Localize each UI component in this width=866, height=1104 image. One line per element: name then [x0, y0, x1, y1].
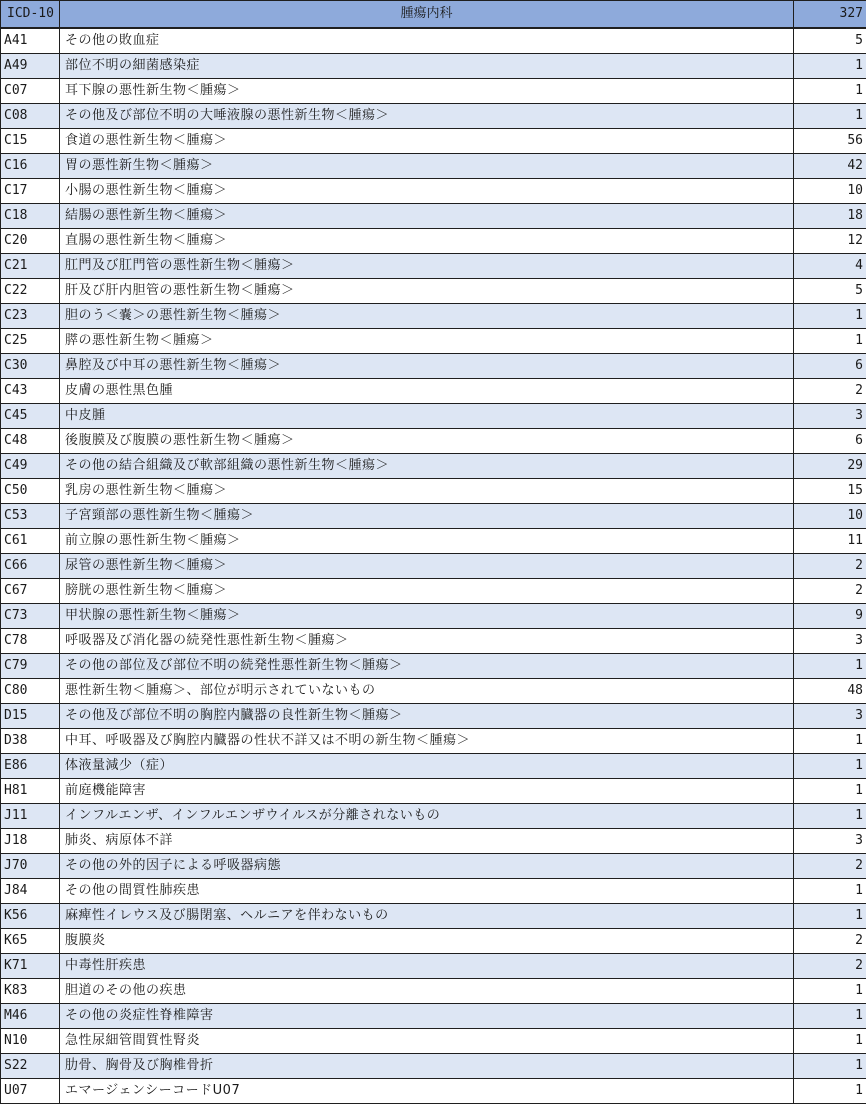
count-cell[interactable]: 2: [794, 579, 866, 604]
header-row: [1, 1, 866, 29]
count-cell[interactable]: 5: [794, 279, 866, 304]
name-cell[interactable]: 食道の悪性新生物＜腫瘍＞: [60, 129, 794, 154]
table-row: [1, 1029, 866, 1054]
name-cell[interactable]: 結腸の悪性新生物＜腫瘍＞: [60, 204, 794, 229]
name-cell[interactable]: 小腸の悪性新生物＜腫瘍＞: [60, 179, 794, 204]
count-cell[interactable]: 1: [794, 54, 866, 79]
table-row: [1, 729, 866, 754]
table-row: [1, 304, 866, 329]
table-row: [1, 529, 866, 554]
count-cell[interactable]: 42: [794, 154, 866, 179]
code-cell[interactable]: C20: [1, 229, 60, 254]
table-row: [1, 929, 866, 954]
name-cell[interactable]: 体液量減少（症）: [60, 754, 794, 779]
count-cell[interactable]: 1: [794, 1079, 866, 1104]
header-dept-cell[interactable]: 腫瘍内科: [60, 1, 794, 29]
code-cell[interactable]: C50: [1, 479, 60, 504]
table-row: [1, 629, 866, 654]
count-cell[interactable]: 1: [794, 879, 866, 904]
count-cell[interactable]: 3: [794, 704, 866, 729]
count-cell[interactable]: 6: [794, 354, 866, 379]
code-cell[interactable]: C18: [1, 204, 60, 229]
name-cell[interactable]: 皮膚の悪性黒色腫: [60, 379, 794, 404]
name-cell[interactable]: 肝及び肝内胆管の悪性新生物＜腫瘍＞: [60, 279, 794, 304]
name-cell[interactable]: その他及び部位不明の大唾液腺の悪性新生物＜腫瘍＞: [60, 104, 794, 129]
code-cell[interactable]: U07: [1, 1079, 60, 1104]
count-cell[interactable]: 10: [794, 179, 866, 204]
count-cell[interactable]: 1: [794, 779, 866, 804]
name-cell[interactable]: 胆のう＜嚢＞の悪性新生物＜腫瘍＞: [60, 304, 794, 329]
table-row: [1, 829, 866, 854]
name-cell[interactable]: 膀胱の悪性新生物＜腫瘍＞: [60, 579, 794, 604]
table-row: [1, 679, 866, 704]
table-row: [1, 54, 866, 79]
code-cell[interactable]: E86: [1, 754, 60, 779]
count-cell[interactable]: 1: [794, 79, 866, 104]
count-cell[interactable]: 3: [794, 829, 866, 854]
name-cell[interactable]: 膵の悪性新生物＜腫瘍＞: [60, 329, 794, 354]
count-cell[interactable]: 1: [794, 329, 866, 354]
name-cell[interactable]: 鼻腔及び中耳の悪性新生物＜腫瘍＞: [60, 354, 794, 379]
code-cell[interactable]: C07: [1, 79, 60, 104]
name-cell[interactable]: 肛門及び肛門管の悪性新生物＜腫瘍＞: [60, 254, 794, 279]
code-cell[interactable]: H81: [1, 779, 60, 804]
table-row: [1, 704, 866, 729]
code-cell[interactable]: K56: [1, 904, 60, 929]
table-row: [1, 429, 866, 454]
table-row: [1, 1004, 866, 1029]
name-cell[interactable]: エマージェンシーコードU07: [60, 1079, 794, 1104]
code-cell[interactable]: C61: [1, 529, 60, 554]
table-row: [1, 404, 866, 429]
name-cell[interactable]: 中毒性肝疾患: [60, 954, 794, 979]
table-row: [1, 604, 866, 629]
name-cell[interactable]: その他の部位及び部位不明の続発性悪性新生物＜腫瘍＞: [60, 654, 794, 679]
table-row: [1, 28, 866, 54]
table-row: [1, 879, 866, 904]
table-row: [1, 79, 866, 104]
count-cell[interactable]: 5: [794, 28, 866, 54]
name-cell[interactable]: その他の結合組織及び軟部組織の悪性新生物＜腫瘍＞: [60, 454, 794, 479]
name-cell[interactable]: 胆道のその他の疾患: [60, 979, 794, 1004]
name-cell[interactable]: 中皮腫: [60, 404, 794, 429]
code-cell[interactable]: C21: [1, 254, 60, 279]
count-cell[interactable]: 3: [794, 629, 866, 654]
count-cell[interactable]: 4: [794, 254, 866, 279]
table-row: [1, 754, 866, 779]
table-row: [1, 204, 866, 229]
name-cell[interactable]: 胃の悪性新生物＜腫瘍＞: [60, 154, 794, 179]
count-cell[interactable]: 10: [794, 504, 866, 529]
table-row: [1, 254, 866, 279]
count-cell[interactable]: 1: [794, 804, 866, 829]
count-cell[interactable]: 3: [794, 404, 866, 429]
code-cell[interactable]: C23: [1, 304, 60, 329]
name-cell[interactable]: 前庭機能障害: [60, 779, 794, 804]
name-cell[interactable]: 中耳、呼吸器及び胸腔内臓器の性状不詳又は不明の新生物＜腫瘍＞: [60, 729, 794, 754]
code-cell[interactable]: D38: [1, 729, 60, 754]
table-row: [1, 579, 866, 604]
name-cell[interactable]: その他の敗血症: [60, 28, 794, 54]
count-cell[interactable]: 12: [794, 229, 866, 254]
code-cell[interactable]: C25: [1, 329, 60, 354]
table-row: [1, 379, 866, 404]
name-cell[interactable]: 直腸の悪性新生物＜腫瘍＞: [60, 229, 794, 254]
count-cell[interactable]: 2: [794, 379, 866, 404]
name-cell[interactable]: 麻痺性イレウス及び腸閉塞、ヘルニアを伴わないもの: [60, 904, 794, 929]
table-row: [1, 279, 866, 304]
count-cell[interactable]: 1: [794, 979, 866, 1004]
count-cell[interactable]: 1: [794, 104, 866, 129]
name-cell[interactable]: インフルエンザ、インフルエンザウイルスが分離されないもの: [60, 804, 794, 829]
code-cell[interactable]: C17: [1, 179, 60, 204]
table-row: [1, 954, 866, 979]
count-cell[interactable]: 15: [794, 479, 866, 504]
name-cell[interactable]: 甲状腺の悪性新生物＜腫瘍＞: [60, 604, 794, 629]
count-cell[interactable]: 1: [794, 1004, 866, 1029]
count-cell[interactable]: 18: [794, 204, 866, 229]
code-cell[interactable]: K83: [1, 979, 60, 1004]
code-cell[interactable]: C08: [1, 104, 60, 129]
table-row: [1, 854, 866, 879]
table-row: [1, 554, 866, 579]
name-cell[interactable]: 部位不明の細菌感染症: [60, 54, 794, 79]
table-row: [1, 354, 866, 379]
count-cell[interactable]: 29: [794, 454, 866, 479]
name-cell[interactable]: その他及び部位不明の胸腔内臓器の良性新生物＜腫瘍＞: [60, 704, 794, 729]
count-cell[interactable]: 56: [794, 129, 866, 154]
table-row: [1, 979, 866, 1004]
table-row: [1, 129, 866, 154]
name-cell[interactable]: 後腹膜及び腹膜の悪性新生物＜腫瘍＞: [60, 429, 794, 454]
table-row: [1, 904, 866, 929]
name-cell[interactable]: その他の間質性肺疾患: [60, 879, 794, 904]
count-cell[interactable]: 1: [794, 304, 866, 329]
count-cell[interactable]: 1: [794, 754, 866, 779]
table-row: [1, 1054, 866, 1079]
count-cell[interactable]: 2: [794, 954, 866, 979]
table-row: [1, 479, 866, 504]
code-cell[interactable]: C43: [1, 379, 60, 404]
code-cell[interactable]: N10: [1, 1029, 60, 1054]
count-cell[interactable]: 48: [794, 679, 866, 704]
name-cell[interactable]: 呼吸器及び消化器の続発性悪性新生物＜腫瘍＞: [60, 629, 794, 654]
name-cell[interactable]: その他の外的因子による呼吸器病態: [60, 854, 794, 879]
code-cell[interactable]: A49: [1, 54, 60, 79]
code-cell[interactable]: C15: [1, 129, 60, 154]
table-row: [1, 104, 866, 129]
code-cell[interactable]: C30: [1, 354, 60, 379]
code-cell[interactable]: C78: [1, 629, 60, 654]
table-row: [1, 229, 866, 254]
count-cell[interactable]: 2: [794, 929, 866, 954]
count-cell[interactable]: 1: [794, 729, 866, 754]
code-cell[interactable]: J84: [1, 879, 60, 904]
count-cell[interactable]: 1: [794, 1029, 866, 1054]
code-cell[interactable]: K65: [1, 929, 60, 954]
table-row: [1, 329, 866, 354]
code-cell[interactable]: C16: [1, 154, 60, 179]
code-cell[interactable]: C67: [1, 579, 60, 604]
code-cell[interactable]: S22: [1, 1054, 60, 1079]
count-cell[interactable]: 2: [794, 854, 866, 879]
table-row: [1, 504, 866, 529]
code-cell[interactable]: A41: [1, 28, 60, 54]
code-cell[interactable]: C48: [1, 429, 60, 454]
code-cell[interactable]: C79: [1, 654, 60, 679]
name-cell[interactable]: 尿管の悪性新生物＜腫瘍＞: [60, 554, 794, 579]
code-cell[interactable]: J11: [1, 804, 60, 829]
code-cell[interactable]: C66: [1, 554, 60, 579]
count-cell[interactable]: 6: [794, 429, 866, 454]
name-cell[interactable]: 肋骨、胸骨及び胸椎骨折: [60, 1054, 794, 1079]
count-cell[interactable]: 9: [794, 604, 866, 629]
code-cell[interactable]: C53: [1, 504, 60, 529]
name-cell[interactable]: 乳房の悪性新生物＜腫瘍＞: [60, 479, 794, 504]
code-cell[interactable]: J70: [1, 854, 60, 879]
code-cell[interactable]: D15: [1, 704, 60, 729]
code-cell[interactable]: C73: [1, 604, 60, 629]
name-cell[interactable]: 耳下腺の悪性新生物＜腫瘍＞: [60, 79, 794, 104]
code-cell[interactable]: C80: [1, 679, 60, 704]
code-cell[interactable]: J18: [1, 829, 60, 854]
name-cell[interactable]: 前立腺の悪性新生物＜腫瘍＞: [60, 529, 794, 554]
code-cell[interactable]: C22: [1, 279, 60, 304]
code-cell[interactable]: K71: [1, 954, 60, 979]
table-row: [1, 654, 866, 679]
name-cell[interactable]: 肺炎、病原体不詳: [60, 829, 794, 854]
count-cell[interactable]: 1: [794, 654, 866, 679]
header-code-cell[interactable]: ICD-10: [1, 1, 60, 29]
table-row: [1, 154, 866, 179]
table-row: [1, 179, 866, 204]
name-cell[interactable]: 悪性新生物＜腫瘍＞、部位が明示されていないもの: [60, 679, 794, 704]
count-cell[interactable]: 2: [794, 554, 866, 579]
table-row: [1, 804, 866, 829]
code-cell[interactable]: C49: [1, 454, 60, 479]
count-cell[interactable]: 1: [794, 1054, 866, 1079]
name-cell[interactable]: 腹膜炎: [60, 929, 794, 954]
name-cell[interactable]: 急性尿細管間質性腎炎: [60, 1029, 794, 1054]
name-cell[interactable]: 子宮頸部の悪性新生物＜腫瘍＞: [60, 504, 794, 529]
header-total-cell[interactable]: 327: [794, 1, 866, 29]
name-cell[interactable]: その他の炎症性脊椎障害: [60, 1004, 794, 1029]
count-cell[interactable]: 11: [794, 529, 866, 554]
table-row: [1, 779, 866, 804]
code-cell[interactable]: C45: [1, 404, 60, 429]
table-row: [1, 1079, 866, 1104]
count-cell[interactable]: 1: [794, 904, 866, 929]
code-cell[interactable]: M46: [1, 1004, 60, 1029]
table-row: [1, 454, 866, 479]
